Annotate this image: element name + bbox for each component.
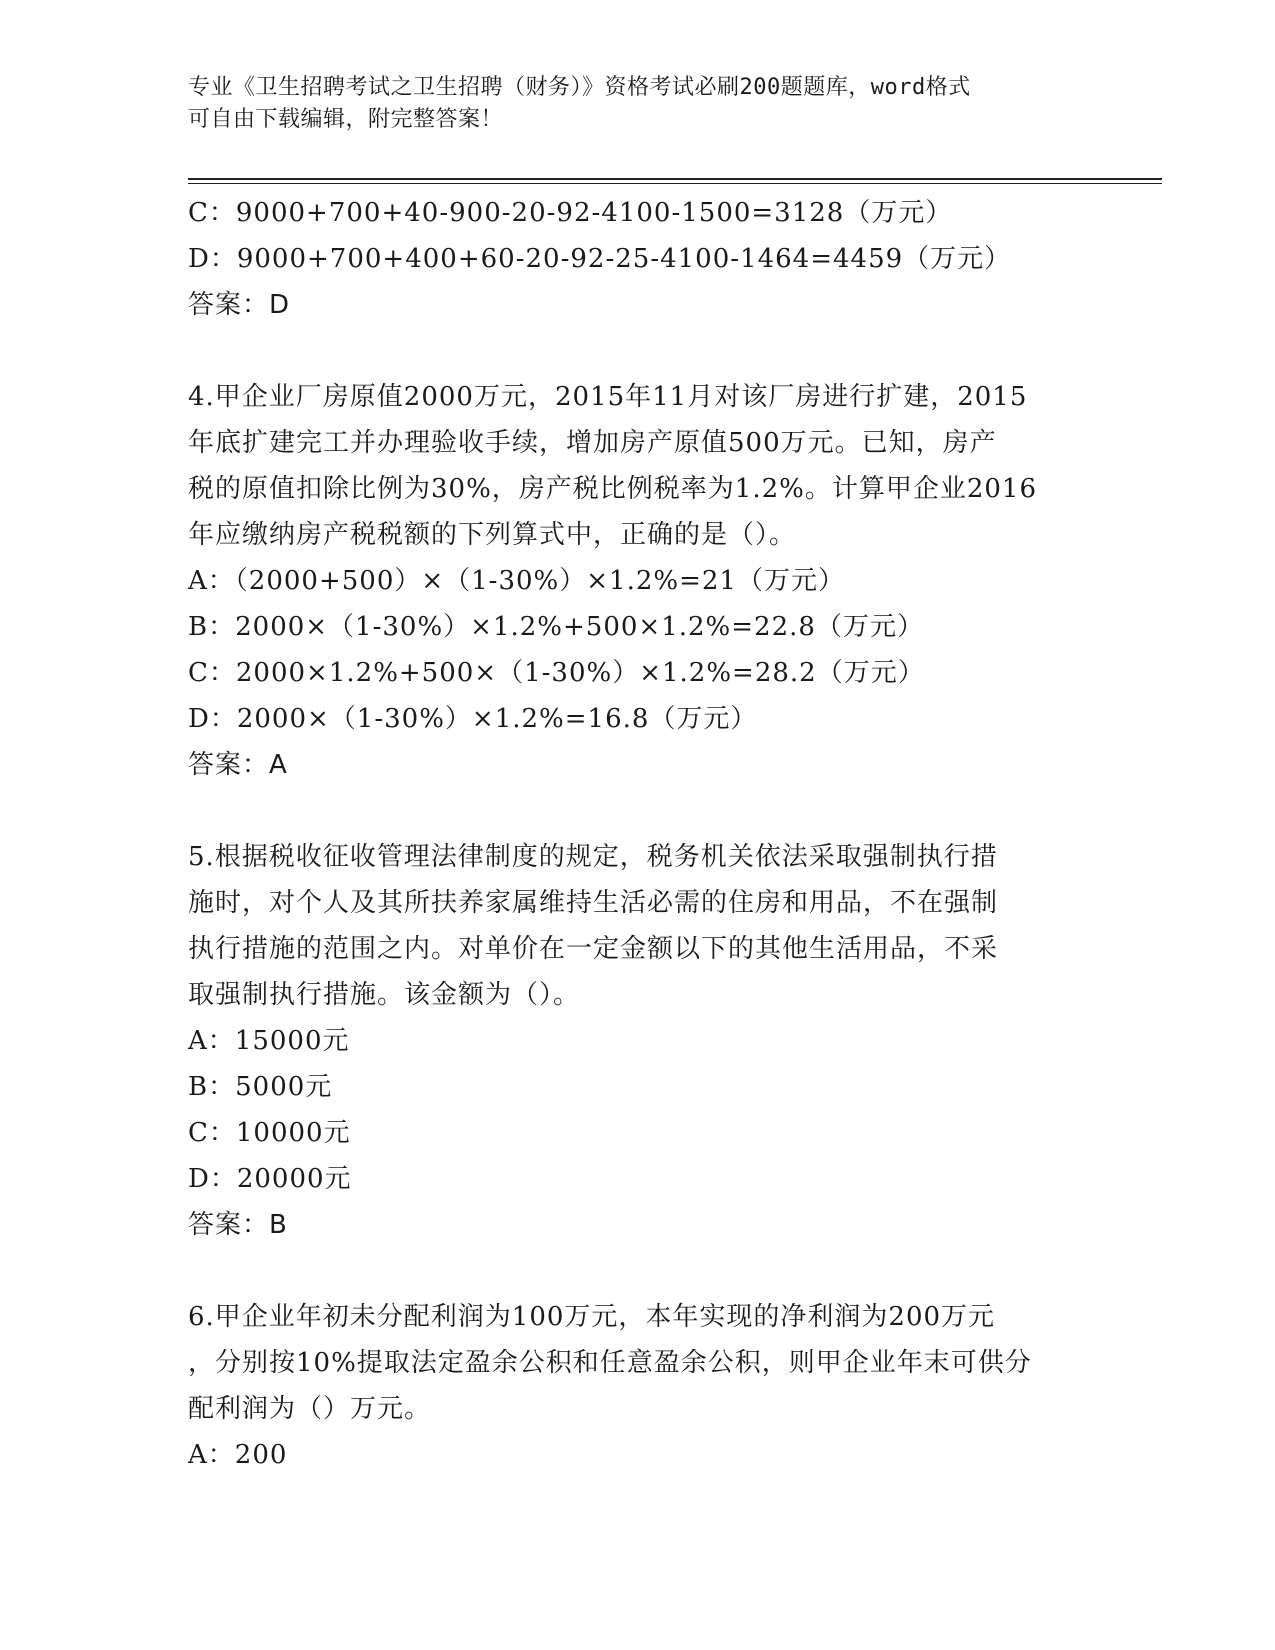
q5-stem-line-3: 执行措施的范围之内。对单价在一定金额以下的其他生活用品，不采 [188, 934, 999, 964]
q3-option-d: D：9000+700+400+60-20-92-25-4100-1464=4459（万元） [188, 244, 1012, 274]
q4-stem-line-4: 年应缴纳房产税税额的下列算式中，正确的是（）。 [188, 520, 797, 550]
q4-option-c: C：2000×1.2%+500×（1-30%）×1.2%=28.2（万元） [188, 658, 925, 688]
q5-option-d: D：20000元 [188, 1164, 352, 1194]
q5-stem-line-1: 5.根据税收征收管理法律制度的规定，税务机关依法采取强制执行措 [188, 842, 998, 872]
q3-answer: 答案：D [188, 290, 291, 320]
q6-option-a: A：200 [188, 1440, 288, 1470]
q5-answer: 答案：B [188, 1210, 288, 1240]
q4-stem-line-1: 4.甲企业厂房原值2000万元，2015年11月对该厂房进行扩建，2015 [188, 382, 1028, 412]
header-line-2: 可自由下载编辑，附完整答案！ [188, 107, 504, 132]
q5-option-a: A：15000元 [188, 1026, 350, 1056]
header-rule-thick [188, 178, 1162, 180]
q5-stem-line-2: 施时，对个人及其所扶养家属维持生活必需的住房和用品，不在强制 [188, 888, 999, 918]
spacer [188, 328, 1088, 374]
q4-option-d: D：2000×（1-30%）×1.2%=16.8（万元） [188, 704, 758, 734]
q4-answer: 答案：A [188, 750, 288, 780]
q6-stem-line-3: 配利润为（）万元。 [188, 1394, 432, 1424]
q5-option-c: C：10000元 [188, 1118, 351, 1148]
q4-option-b: B：2000×（1-30%）×1.2%+500×1.2%=22.8（万元） [188, 612, 924, 642]
q4-stem-line-2: 年底扩建完工并办理验收手续，增加房产原值500万元。已知，房产 [188, 428, 997, 458]
q4-stem-line-3: 税的原值扣除比例为30%，房产税比例税率为1.2%。计算甲企业2016 [188, 474, 1038, 504]
spacer [188, 1248, 1088, 1294]
q6-stem-line-1: 6.甲企业年初未分配利润为100万元，本年实现的净利润为200万元 [188, 1302, 996, 1332]
q5-option-b: B：5000元 [188, 1072, 333, 1102]
document-body [188, 190, 1088, 1478]
header-rule-thin [188, 183, 1162, 184]
header-line-1: 专业《卫生招聘考试之卫生招聘（财务）》资格考试必刷200题题库，word格式 [188, 75, 971, 100]
q4-option-a: A：（2000+500）×（1-30%）×1.2%=21（万元） [188, 566, 845, 596]
document-header [188, 72, 1088, 136]
q3-option-c: C：9000+700+40-900-20-92-4100-1500=3128（万元） [188, 198, 953, 228]
q5-stem-line-4: 取强制执行措施。该金额为（）。 [188, 980, 581, 1010]
q6-stem-line-2: ，分别按10%提取法定盈余公积和任意盈余公积，则甲企业年末可供分 [188, 1348, 1032, 1378]
spacer [188, 788, 1088, 834]
